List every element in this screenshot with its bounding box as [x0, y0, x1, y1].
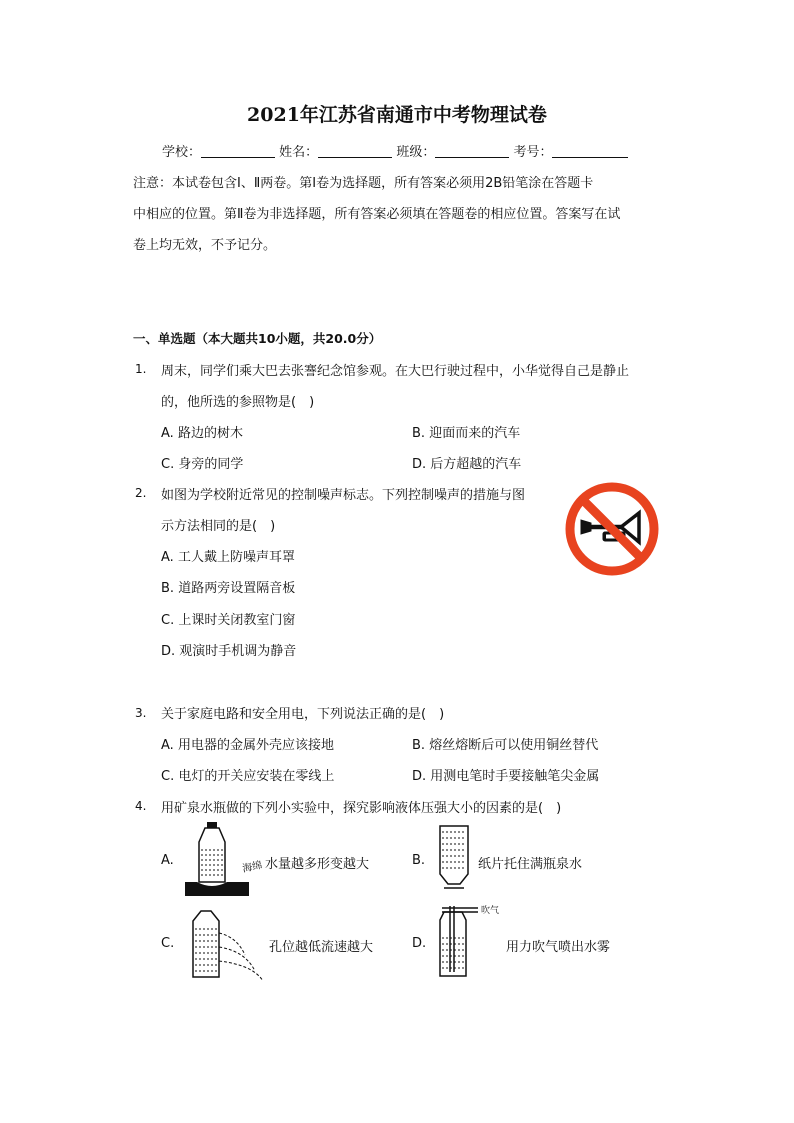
option-letter: B.	[161, 581, 175, 596]
option-letter: B.	[412, 426, 426, 441]
option-text: 纸片托住满瓶泉水	[478, 857, 583, 872]
option-a[interactable]	[161, 853, 174, 868]
option-text: 工人戴上防噪声耳罩	[177, 550, 295, 565]
option-letter: B.	[412, 853, 426, 868]
option-b[interactable]	[412, 734, 598, 753]
question-number: 2.	[135, 486, 147, 500]
option-a[interactable]	[161, 422, 243, 441]
option-a[interactable]	[161, 734, 334, 753]
option-text: 水量越多形变越大	[265, 857, 370, 872]
option-d[interactable]	[161, 640, 296, 659]
notice-line-3: 卷上均无效，不予记分。	[133, 238, 277, 253]
option-b[interactable]	[412, 853, 425, 868]
option-text: 孔位越低流速越大	[269, 940, 374, 955]
option-letter: D.	[161, 644, 176, 659]
option-letter: D.	[412, 769, 427, 784]
question-number: 1.	[135, 362, 147, 376]
option-text: 道路两旁设置隔音板	[178, 581, 296, 596]
option-a[interactable]	[161, 546, 295, 565]
option-text: 上课时关闭教室门窗	[178, 613, 296, 628]
option-c[interactable]	[161, 765, 334, 784]
option-letter: B.	[412, 738, 426, 753]
option-text: 迎面而来的汽车	[429, 426, 521, 441]
info-line	[162, 141, 628, 160]
option-d[interactable]	[412, 765, 599, 784]
exam-number-label: 考号：	[513, 145, 553, 160]
option-text: 身旁的同学	[178, 457, 244, 472]
figure-label: 吹气	[481, 906, 500, 916]
question-stem-line: 用矿泉水瓶做的下列小实验中，探究影响液体压强大小的因素的是( )	[161, 801, 562, 816]
class-label: 班级：	[396, 145, 436, 160]
section-heading: 一、单选题（本大题共10小题，共20.0分）	[133, 331, 382, 346]
option-text: 用测电笔时手要接触笔尖金属	[430, 769, 600, 784]
option-letter: C.	[161, 613, 175, 628]
school-label: 学校：	[162, 145, 202, 160]
no-horn-sign-icon	[563, 480, 661, 578]
option-letter: C.	[161, 457, 175, 472]
question-stem-line: 的，他所选的参照物是( )	[161, 395, 315, 410]
option-letter: A.	[161, 550, 174, 565]
option-letter: A.	[161, 853, 174, 868]
option-c[interactable]	[161, 936, 174, 951]
option-d[interactable]	[412, 936, 426, 951]
notice-line-1: 注意：本试卷包含Ⅰ、Ⅱ两卷。第Ⅰ卷为选择题，所有答案必须用2B铅笔涂在答题卡	[133, 176, 594, 191]
name-label: 姓名：	[279, 145, 319, 160]
question-stem-line: 如图为学校附近常见的控制噪声标志。下列控制噪声的措施与图	[161, 488, 526, 503]
option-b[interactable]	[161, 577, 295, 596]
option-text: 观演时手机调为静音	[179, 644, 297, 659]
option-letter: C.	[161, 936, 175, 951]
exam-number-blank[interactable]	[552, 144, 628, 158]
option-c[interactable]	[161, 609, 295, 628]
exam-title: 2021年江苏省南通市中考物理试卷	[247, 104, 547, 126]
question-stem-line: 示方法相同的是( )	[161, 519, 276, 534]
option-b[interactable]	[412, 422, 520, 441]
question-stem-line: 周末，同学们乘大巴去张謇纪念馆参观。在大巴行驶过程中，小华觉得自己是静止	[161, 364, 630, 379]
name-blank[interactable]	[318, 144, 392, 158]
notice-line-2: 中相应的位置。第Ⅱ卷为非选择题，所有答案必须填在答题卷的相应位置。答案写在试	[133, 207, 621, 222]
option-letter: D.	[412, 936, 427, 951]
option-d[interactable]	[412, 453, 521, 472]
option-text: 电灯的开关应安装在零线上	[178, 769, 335, 784]
option-letter: C.	[161, 769, 175, 784]
class-blank[interactable]	[435, 144, 509, 158]
option-letter: A.	[161, 426, 174, 441]
question-number: 4.	[135, 799, 147, 813]
inverted-bottle-figure	[434, 822, 474, 894]
question-number: 3.	[135, 706, 147, 720]
figure-label: 海绵	[241, 859, 264, 875]
option-text: 用电器的金属外壳应该接地	[177, 738, 334, 753]
bottle-with-holes-figure	[183, 905, 273, 985]
option-text: 路边的树木	[177, 426, 243, 441]
option-c[interactable]	[161, 453, 243, 472]
question-stem-line: 关于家庭电路和安全用电，下列说法正确的是( )	[161, 707, 445, 722]
option-text: 熔丝熔断后可以使用铜丝替代	[429, 738, 599, 753]
option-letter: A.	[161, 738, 174, 753]
school-blank[interactable]	[201, 144, 275, 158]
option-text: 后方超越的汽车	[430, 457, 522, 472]
option-text: 用力吹气喷出水雾	[506, 940, 611, 955]
option-letter: D.	[412, 457, 427, 472]
